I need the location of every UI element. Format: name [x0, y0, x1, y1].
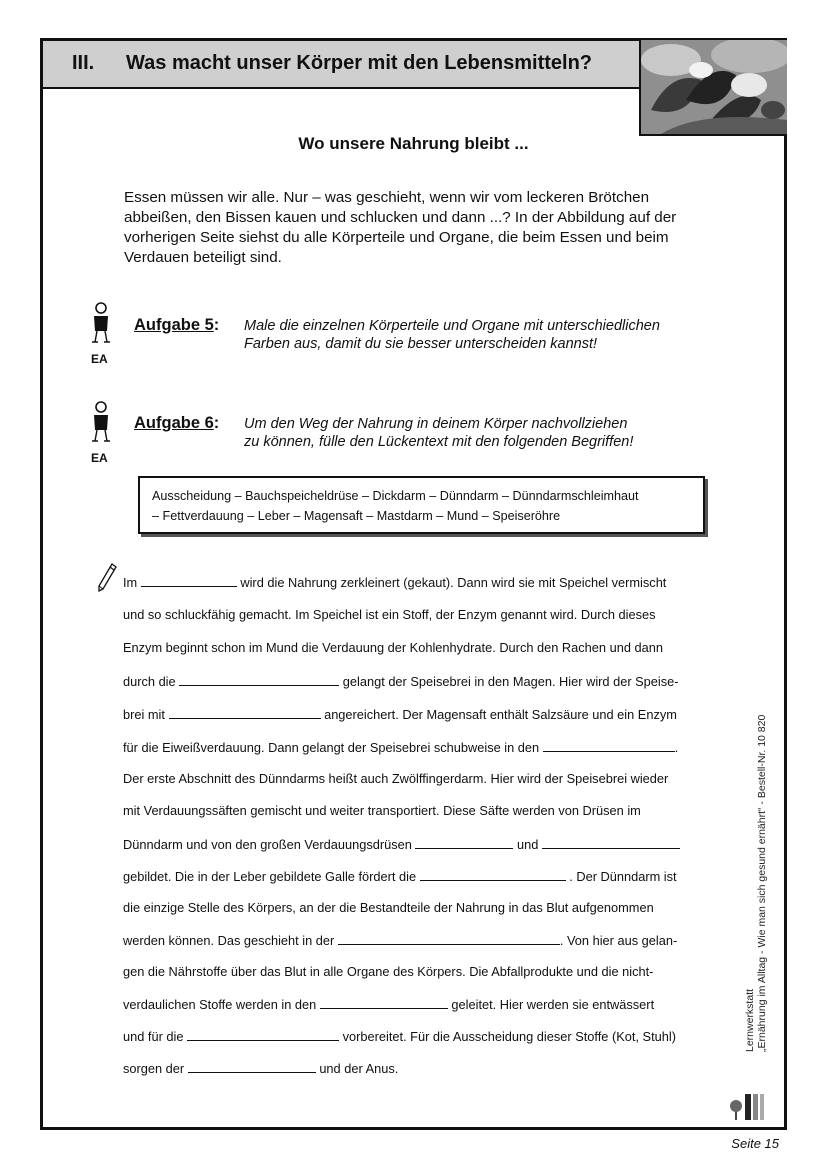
blank-field[interactable]: [415, 836, 513, 849]
blank-field[interactable]: [320, 996, 448, 1009]
single-work-icon: [89, 399, 113, 443]
pencil-icon: [96, 562, 118, 594]
blank-field[interactable]: [187, 1028, 339, 1041]
chapter-number: III.: [72, 52, 95, 74]
word-bank-line: – Fettverdauung – Leber – Magensaft – Mastdarm – Mund – Speiseröhre: [152, 509, 561, 523]
cloze-line: Der erste Abschnitt des Dünndarms heißt auch Zwölffingerdarm. Hier wird der Speisebrei wieder: [123, 771, 669, 786]
cloze-line: Dünndarm und von den großen Verdauungsdrüsen und: [123, 836, 723, 852]
task-label: Aufgabe 6:: [134, 414, 220, 432]
word-bank-line: Ausscheidung – Bauchspeicheldrüse – Dickdarm – Dünndarm – Dünndarmschleimhaut: [152, 489, 639, 503]
cloze-line: verdaulichen Stoffe werden in den geleitet. Hier werden sie entwässert: [123, 997, 655, 1012]
cloze-line: die einzige Stelle des Körpers, an der die Bestandteile der Nahrung in das Blut aufgenommen: [123, 900, 654, 915]
intro-line: abbeißen, den Bissen kauen und schlucken und dann ...? In der Abbildung auf der: [124, 209, 677, 226]
cloze-line: gen die Nährstoffe über das Blut in alle Organe des Körpers. Die Abfallprodukte und die nicht-: [123, 964, 654, 979]
imprint-series: Lernwerkstatt: [744, 988, 756, 1052]
imprint-title: „Ernährung im Alltag - Wie man sich gesund ernährt“ - Bestell-Nr. 10 820: [756, 714, 768, 1052]
cloze-line: und für die vorbereitet. Für die Ausscheidung dieser Stoffe (Kot, Stuhl): [123, 1029, 676, 1044]
word-bank: [138, 476, 705, 534]
publisher-imprint: [744, 622, 768, 1052]
cloze-line: gebildet. Die in der Leber gebildete Galle fördert die . Der Dünndarm ist: [123, 869, 677, 884]
task-instruction: Male die einzelnen Körperteile und Organe mit unterschiedlichen Farben aus, damit du sie besser unterscheiden kannst!: [244, 318, 660, 352]
cloze-line: mit Verdauungssäften gemischt und weiter transportiert. Diese Säfte werden von Drüsen im: [123, 803, 641, 818]
intro-line: vorherigen Seite siehst du alle Körperteile und Organe, die beim Essen und beim: [124, 229, 669, 246]
intro-line: Essen müssen wir alle. Nur – was geschieht, wenn wir vom leckeren Brötchen: [124, 189, 650, 206]
cloze-line: brei mit angereichert. Der Magensaft enthält Salzsäure und ein Enzym: [123, 707, 677, 722]
cloze-line: für die Eiweißverdauung. Dann gelangt der Speisebrei schubweise in den .: [123, 740, 679, 755]
vegetables-photo: [639, 40, 787, 136]
blank-field[interactable]: [338, 932, 560, 945]
page-number: Seite 15: [731, 1136, 779, 1151]
blank-field[interactable]: [420, 868, 566, 881]
task-instruction: Um den Weg der Nahrung in deinem Körper nachvollziehen zu können, fülle den Lückentext mit den folgenden Begriffen!: [244, 416, 634, 450]
task-label: Aufgabe 5:: [134, 316, 220, 334]
section-title: Wo unsere Nahrung bleibt ...: [298, 134, 529, 153]
intro-line: Verdauen beteiligt sind.: [124, 249, 282, 266]
ea-label: EA: [91, 352, 108, 366]
blank-field[interactable]: [141, 574, 237, 587]
cloze-line: durch die gelangt der Speisebrei in den Magen. Hier wird der Speise-: [123, 674, 679, 689]
cloze-line: Enzym beginnt schon im Mund die Verdauung der Kohlenhydrate. Durch den Rachen und dann: [123, 640, 663, 655]
intro-paragraph: [124, 188, 724, 268]
blank-field[interactable]: [542, 836, 680, 849]
ea-label: EA: [91, 451, 108, 465]
blank-field[interactable]: [188, 1060, 316, 1073]
cloze-line: sorgen der und der Anus.: [123, 1061, 399, 1076]
blank-field[interactable]: [179, 673, 339, 686]
single-work-icon: [89, 300, 113, 344]
blank-field[interactable]: [169, 706, 321, 719]
cloze-line: und so schluckfähig gemacht. Im Speichel ist ein Stoff, der Enzym genannt wird. Durch dieses: [123, 607, 656, 622]
chapter-title: Was macht unser Körper mit den Lebensmitteln?: [126, 52, 593, 74]
cloze-line: Im wird die Nahrung zerkleinert (gekaut). Dann wird sie mit Speichel vermischt: [123, 575, 667, 590]
blank-field[interactable]: [543, 739, 675, 752]
publisher-logo: [728, 1092, 768, 1122]
cloze-line: werden können. Das geschieht in der . Von hier aus gelan-: [123, 933, 678, 948]
